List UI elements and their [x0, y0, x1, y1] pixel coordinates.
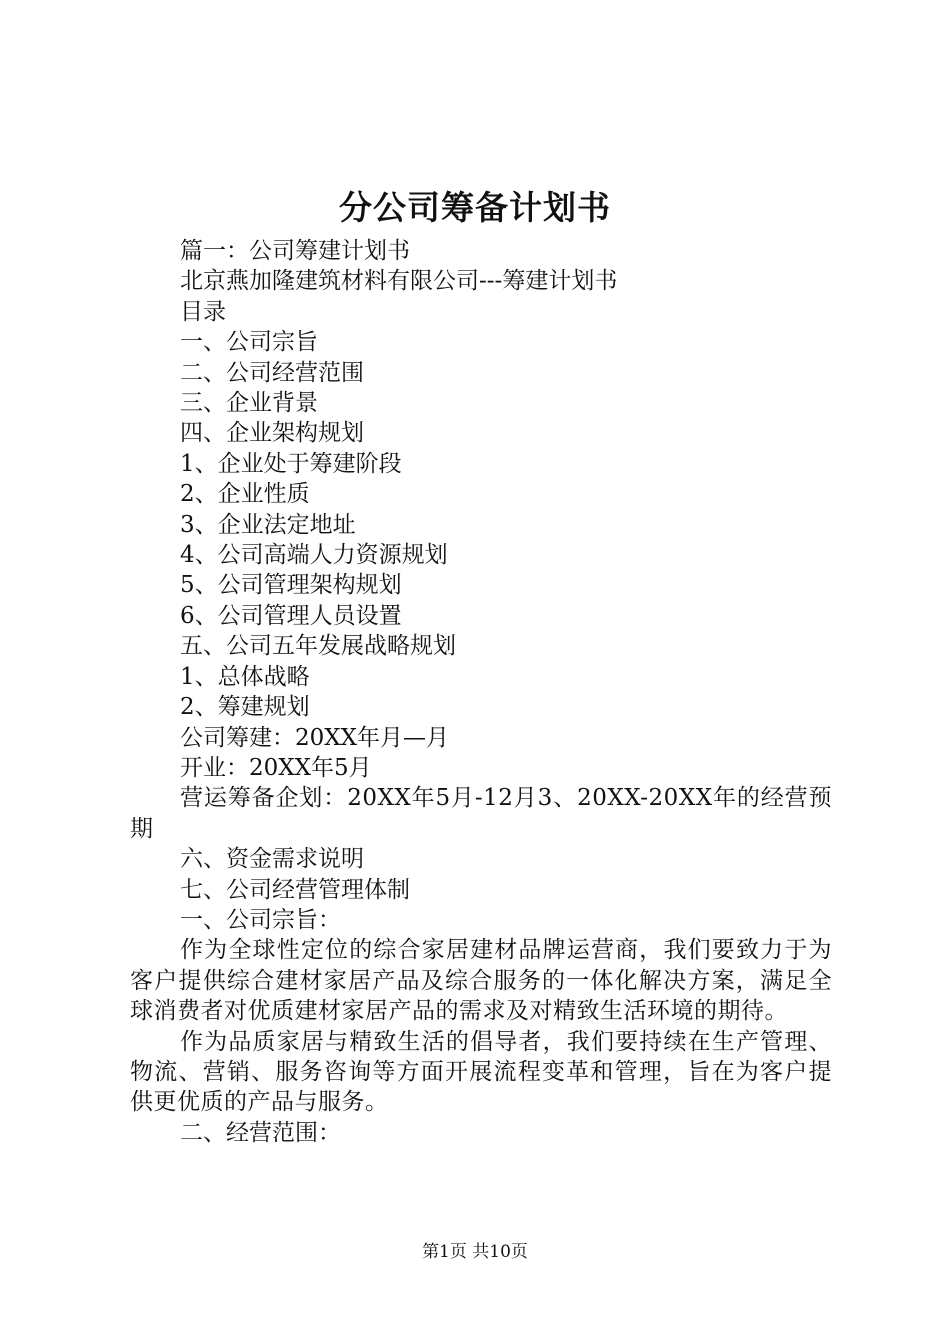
- toc-item: 六、资金需求说明: [180, 846, 364, 873]
- toc-heading: 目录: [180, 298, 226, 325]
- section-heading: 篇一：公司筹建计划书: [180, 238, 410, 264]
- toc-subitem: 6、公司管理人员设置: [180, 602, 402, 629]
- toc-subitem: 5、公司管理架构规划: [180, 572, 402, 599]
- toc-item: 三、企业背景: [180, 390, 318, 417]
- document-title: 分公司筹备计划书: [339, 188, 611, 227]
- document-body: [130, 236, 832, 1148]
- toc-item: 五、公司五年发展战略规划: [180, 633, 456, 660]
- toc-item: 二、公司经营范围: [180, 359, 364, 386]
- body-paragraph: 作为品质家居与精致生活的倡导者，我们要持续在生产管理、物流、营销、服务咨询等方面开展流程变革和管理，旨在为客户提供更优质的产品与服务。: [130, 1028, 832, 1116]
- toc-item: 七、公司经营管理体制: [180, 876, 410, 903]
- toc-subitem: 2、筹建规划: [180, 694, 310, 721]
- body-paragraph: 作为全球性定位的综合家居建材品牌运营商，我们要致力于为客户提供综合建材家居产品及综合服务的一体化解决方案，满足全球消费者对优质建材家居产品的需求及对精致生活环境的期待。: [130, 937, 832, 1025]
- toc-subitem: 1、企业处于筹建阶段: [180, 450, 402, 477]
- section-heading: 一、公司宗旨：: [180, 906, 341, 933]
- plan-title: 北京燕加隆建筑材料有限公司---筹建计划书: [180, 268, 618, 295]
- page-footer: 第1页 共10页: [422, 1242, 528, 1262]
- section-heading: 二、经营范围：: [180, 1119, 341, 1146]
- toc-subitem: 3、企业法定地址: [180, 511, 356, 538]
- toc-item: 一、公司宗旨: [180, 329, 318, 356]
- toc-subitem: 1、总体战略: [180, 663, 310, 690]
- toc-item: 四、企业架构规划: [180, 420, 364, 447]
- toc-detail: 公司筹建：20XX年月—月: [180, 724, 450, 751]
- toc-detail-paragraph: 营运筹备企划：20XX年5月-12月3、20XX-20XX年的经营预期: [130, 785, 832, 842]
- toc-subitem: 2、企业性质: [180, 481, 310, 508]
- toc-subitem: 4、公司高端人力资源规划: [180, 542, 448, 569]
- toc-detail: 开业：20XX年5月: [180, 754, 372, 781]
